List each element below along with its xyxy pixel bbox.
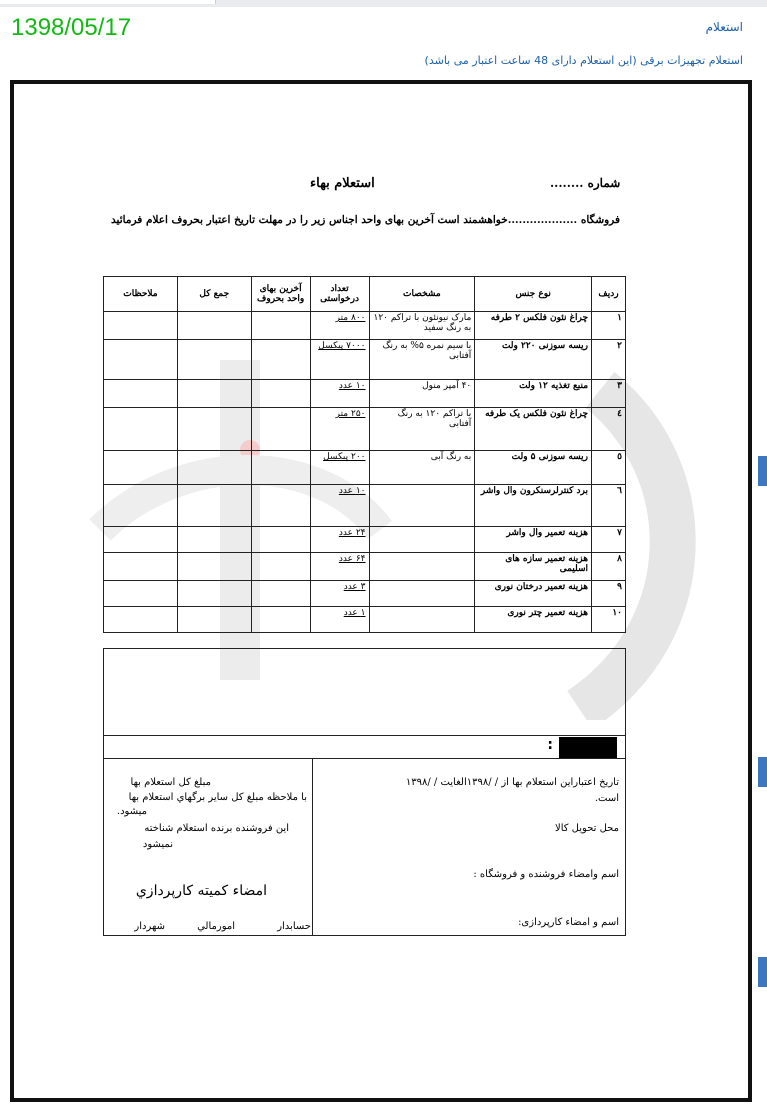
sign-finance: امورمالي [197,921,235,932]
row-total [177,553,251,581]
page-title: استعلام [705,20,743,34]
col-notes: ملاحظات [104,277,178,312]
request-text: فروشگاه ...................خواهشمند است آخرین بهای واحد اجناس زیر را در مهلت تاریخ اعتبار بحروف اعلام فرمائید [111,214,620,226]
row-total [177,312,251,340]
redacted-row [103,735,626,759]
validity-text: تاریخ اعتباراین استعلام بها از / /۱۳۹۸الغایت / /۱۳۹۸ [405,777,619,788]
table-row [104,451,626,485]
row-spec: با تراکم ۱۲۰ به رنگ آفتابی [369,408,475,451]
row-price [251,485,310,527]
side-tab[interactable] [758,957,767,987]
row-number: ٩ [592,581,626,607]
row-qty: ۲۵۰ متر [310,408,369,451]
row-item: چراغ نئون فلکس ۲ طرفه [475,312,592,340]
row-item: ریسه سوزنی ۵ ولت [475,451,592,485]
left-text-2: با ملاحظه مبلغ کل سایر برگهاي استعلام بها [128,792,307,803]
row-spec [369,527,475,553]
row-price [251,581,310,607]
row-number: ١ [592,312,626,340]
blank-area [103,648,626,736]
side-tab[interactable] [758,757,767,787]
sign-mayor: شهردار [134,921,165,932]
row-number: ١٠ [592,607,626,633]
seller-signature: اسم وامضاء فروشنده و فروشگاه : [473,869,619,880]
row-spec [369,553,475,581]
col-item-type: نوع جنس [475,277,592,312]
row-number: ٢ [592,340,626,380]
row-total [177,581,251,607]
row-number: ٣ [592,380,626,408]
committee-signature: امضاء کمیته کارپردازي [135,883,267,899]
row-qty: ۱۰ عدد [310,485,369,527]
items-table [103,276,626,633]
table-row [104,340,626,380]
row-notes [104,527,178,553]
row-price [251,553,310,581]
row-item: هزینه تعمیر چتر نوری [475,607,592,633]
row-number: ٨ [592,553,626,581]
row-notes [104,581,178,607]
top-bar [0,0,767,7]
row-total [177,485,251,527]
page-date: 1398/05/17 [11,14,132,41]
row-qty: ۷۰۰۰ پیکسل [310,340,369,380]
colon-mark: : [547,737,553,753]
row-price [251,451,310,485]
row-item: هزینه تعمیر وال واشر [475,527,592,553]
row-spec: به رنگ آبی [369,451,475,485]
row-total [177,527,251,553]
redaction-block [559,737,617,758]
row-spec: با سیم نمره ۵% به رنگ آفتابی [369,340,475,380]
row-qty: ۶۴ عدد [310,553,369,581]
row-notes [104,340,178,380]
row-spec [369,485,475,527]
row-total [177,607,251,633]
side-tab[interactable] [758,456,767,486]
row-total [177,340,251,380]
left-text-4: این فروشنده برنده استعلام شناخته [144,823,289,834]
row-spec [369,581,475,607]
row-item: برد کنترلرسنکرون وال واشر [475,485,592,527]
row-total [177,408,251,451]
top-tab [0,0,216,4]
row-number: ٧ [592,527,626,553]
document-title: استعلام بهاء [310,176,375,191]
row-total [177,451,251,485]
row-item: منبع تغذیه ۱۲ ولت [475,380,592,408]
row-notes [104,451,178,485]
table-row [104,607,626,633]
table-row [104,485,626,527]
left-text-3: میشود. [116,806,147,817]
left-text-1: مبلغ کل استعلام بها [130,777,211,788]
left-text-5: نمیشود [142,839,173,850]
row-qty: ۳ عدد [310,581,369,607]
table-row [104,312,626,340]
col-total: جمع کل [177,277,251,312]
row-total [177,380,251,408]
row-item: هزینه تعمیر درختان نوری [475,581,592,607]
procurement-signature: اسم و امضاء کارپردازی: [518,917,619,928]
row-notes [104,380,178,408]
row-price [251,527,310,553]
row-item: چراغ نئون فلکس یک طرفه [475,408,592,451]
row-qty: ۸۰۰ متر [310,312,369,340]
row-item: هزینه تعمیر سازه های اسلیمی [475,553,592,581]
row-qty: ۱ عدد [310,607,369,633]
row-spec: ۴۰ آمپر منول [369,380,475,408]
row-price [251,340,310,380]
table-row [104,581,626,607]
table-header [104,277,626,312]
sign-accountant: حسابدار [277,921,311,932]
row-qty: ۱۰ عدد [310,380,369,408]
row-notes [104,607,178,633]
row-qty: ۲۴ عدد [310,527,369,553]
row-number: ٦ [592,485,626,527]
row-notes [104,312,178,340]
footer-section [103,758,626,936]
table-row [104,527,626,553]
col-specs: مشخصات [369,277,475,312]
row-notes [104,553,178,581]
row-price [251,312,310,340]
row-spec: مارک نیونئون با تراکم ۱۲۰ به رنگ سفید [369,312,475,340]
validity-end: است. [594,793,619,804]
row-item: ریسه سوزنی ۲۲۰ ولت [475,340,592,380]
col-unit-price: آخرین بهای واحد بحروف [251,277,310,312]
document-number: شماره ........ [550,176,621,190]
col-row-number: ردیف [592,277,626,312]
row-spec [369,607,475,633]
table-row [104,553,626,581]
row-number: ٥ [592,451,626,485]
table-row [104,408,626,451]
row-qty: ۲۰۰ پیکسل [310,451,369,485]
page-subtitle: استعلام تجهیزات برقی (این استعلام دارای 48 ساعت اعتبار می باشد) [424,54,743,67]
footer-divider [312,759,313,935]
table-row [104,380,626,408]
row-notes [104,485,178,527]
delivery-place: محل تحویل کالا [554,823,619,834]
row-price [251,408,310,451]
row-number: ٤ [592,408,626,451]
row-price [251,607,310,633]
row-price [251,380,310,408]
col-quantity: تعداد درخواستی [310,277,369,312]
row-notes [104,408,178,451]
